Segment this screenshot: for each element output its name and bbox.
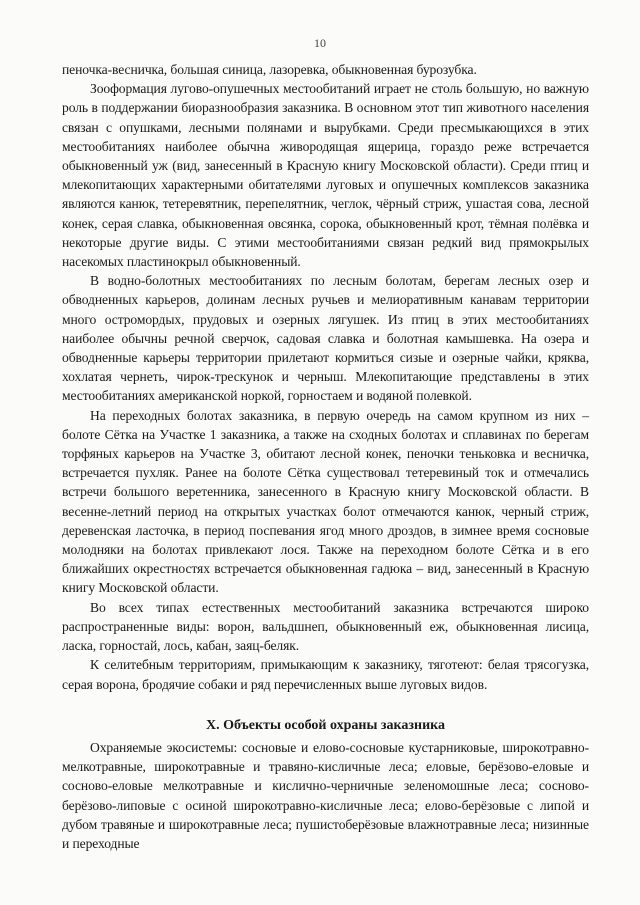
section-heading: X. Объекты особой охраны заказника	[205, 718, 446, 733]
paragraph-wetland-habitats: В водно-болотных местообитаниях по лесным болотам, берегам лесных озер и обводненных карьеров, долинам лесных ручьев и мелиоративным канавам территории много остромордых, прудовых и озерных лягушек. Из птиц в этих местообитаниях наиболее обычны речной сверчок, садовая славка и болотная камышевка. На озера и обводненные карьеры территории прилетают кормиться сизые и озерные чайки, кряква, хохлатая чернеть, чирок-трескунок и черныш. Млекопитающие представлены в этих местообитаниях американской норкой, горностаем и водяной полевкой.	[62, 273, 589, 404]
paragraph-residential-areas: К селитебным территориям, примыкающим к заказнику, тяготеют: белая трясогузка, серая ворона, бродячие собаки и ряд перечисленных выше луговых видов.	[62, 657, 589, 692]
page-number: 10	[314, 36, 326, 50]
paragraph-protected-ecosystems: Охраняемые экосистемы: сосновые и елово-сосновые кустарниковые, широкотравно-мелкотравные, широкотравные и травяно-кисличные леса; еловые, берёзово-еловые и сосново-еловые мелкотравные и кислично-черничные зеленомошные леса; сосново-берёзово-липовые с осиной широкотравно-кисличные леса; елово-берёзовые с липой и дубом травяные и широкотравные леса; пушистоберёзовые влажнотравные леса; низинные и переходные	[62, 740, 589, 852]
paragraph-transitional-bogs: На переходных болотах заказника, в первую очередь на самом крупном из них – болоте Сётка на Участке 1 заказника, а также на сходных болотах и сплавинах по берегам торфяных карьеров на Участке 3, обитают лесной конек, пеночки теньковка и весничка, встречается пухляк. Ранее на болоте Сётка существовал тетеревиный ток и отмечались встречи большого веретенника, занесенного в Красную книгу Московской области. В весенне-летний период на открытых участках болот отмечаются канюк, черный стриж, деревенская ласточка, в период поспевания ягод много дроздов, в зимнее время сосновые молодняки на болотах привлекают лося. Также на переходном болоте Сётка и в его ближайших окрестностях встречается обыкновенная гадюка – вид, занесенный в Красную книгу Московской области.	[62, 407, 589, 596]
body-text-upper	[62, 60, 589, 694]
paragraph-meadow-habitats: Зоoформация лугово-опушечных местообитаний играет не столь большую, но важную роль в поддержании биоразнообразия заказника. В основном этот тип животного населения связан с опушками, лесными полянами и вырубками. Среди пресмыкающихся в этих местообитаниях наиболее обычна живородящая ящерица, гораздо реже встречается обыкновенный уж (вид, занесенный в Красную книгу Московской области). Среди птиц и млекопитающих характерными обитателями луговых и опушечных комплексов заказника являются канюк, тетеревятник, перепелятник, чеглок, чёрный стриж, ушастая сова, лесной конек, серая славка, обыкновенная овсянка, сорока, обыкновенный крот, тёмная полёвка и некоторые другие виды. С этими местообитаниями связан редкий вид прямокрылых насекомых пластинокрыл обыкновенный.	[62, 81, 589, 270]
paragraph-widespread-species: Во всех типах естественных местообитаний заказника встречаются широко распространенные виды: ворон, вальдшнеп, обыкновенный еж, обыкновенная лисица, ласка, горностай, лось, кабан, заяц-беляк.	[62, 599, 589, 654]
paragraph-continuation: пеночка-весничка, большая синица, лазоревка, обыкновенная бурозубка.	[62, 62, 477, 77]
body-text-lower	[62, 738, 589, 853]
